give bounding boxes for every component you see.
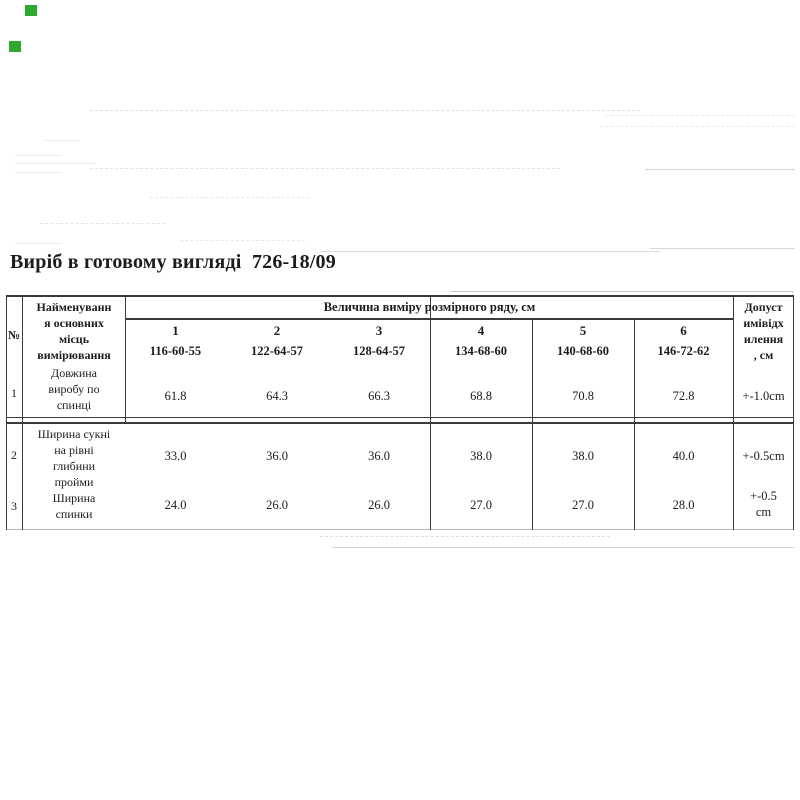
size-number: 5 [579,323,587,338]
size-number: 1 [172,323,179,338]
row-name-line: Довжина [51,366,97,380]
measurement-value: 40.0 [672,449,695,463]
measurement-value: 26.0 [266,498,288,512]
size-code: 146-72-62 [657,344,710,358]
table-border-line [6,529,794,530]
header-line: илення [743,332,784,346]
header-line: , см [753,348,774,362]
measurement-value: 38.0 [572,449,594,463]
measurement-value: 38.0 [470,449,492,463]
ghost-artifact [180,240,305,241]
tolerance-value [734,488,793,520]
header-line: вимірювання [37,348,111,362]
header-line: я основних [44,316,104,330]
row-number: 3 [11,499,17,513]
row-name [23,490,125,522]
row-number: 1 [11,386,17,400]
size-number: 3 [375,323,383,338]
ghost-artifact [90,110,640,111]
table-border-line [793,295,794,530]
tolerance-value: +-1.0cm [742,389,785,403]
row-name-line: пройми [54,475,94,489]
green-square-marker [25,5,37,16]
ghost-artifact [645,169,795,170]
ghost-artifact [320,251,660,252]
measurement-value: 27.0 [572,498,594,512]
tolerance-value: +-0.5cm [742,449,785,463]
size-number: 4 [477,323,485,338]
ghost-artifact [45,140,80,141]
measurement-value: 36.0 [266,449,288,463]
header-line: місць [58,332,90,346]
measurement-value: 26.0 [368,498,390,512]
measurement-value: 64.3 [266,389,288,403]
column-header-number: № [7,328,21,342]
ghost-artifact [332,547,794,548]
ghost-artifact [90,168,560,169]
size-code: 140-68-60 [556,344,610,358]
measurement-table [6,295,794,531]
ghost-artifact [15,172,60,173]
green-square-marker [9,41,21,52]
measurement-value: 70.8 [572,389,594,403]
ghost-artifact [650,248,795,249]
document-title: Виріб в готовому вигляді 726-18/09 [10,251,336,273]
column-header-sizes-span: Величина виміру розмірного ряду, см [323,300,536,314]
column-header-name [23,299,125,363]
row-name-line: Ширина сукні [37,427,111,441]
measurement-value: 24.0 [164,498,187,512]
size-number: 6 [680,323,687,338]
row-name-line: спинки [55,507,93,521]
size-code: 122-64-57 [250,344,304,358]
ghost-artifact [15,243,60,244]
size-code: 134-68-60 [454,344,508,358]
ghost-artifact [15,155,60,156]
measurement-value: 68.8 [470,389,492,403]
row-name-line: Ширина [52,491,96,505]
measurement-value: 36.0 [368,449,390,463]
ghost-artifact [600,126,795,127]
measurement-value: 27.0 [470,498,492,512]
tolerance-line: cm [755,505,772,519]
row-name [23,426,125,490]
ghost-artifact [450,291,794,292]
ghost-artifact [320,536,610,537]
measurement-value: 61.8 [164,389,187,403]
measurement-value: 33.0 [164,449,187,463]
size-number: 2 [273,323,281,338]
measurement-value: 28.0 [672,498,695,512]
row-name-line: на рівні [54,443,94,457]
size-code: 128-64-57 [352,344,406,358]
measurement-value: 66.3 [368,389,390,403]
ghost-artifact [605,115,795,116]
header-line: имівідх [743,316,784,330]
row-name-line: спинці [56,398,92,412]
tolerance-line: +-0.5 [750,489,777,503]
row-name-line: виробу по [48,382,100,396]
header-line: Найменуванн [36,300,112,314]
row-number: 2 [11,448,17,462]
column-header-tolerance [734,299,793,363]
ghost-artifact [150,197,310,198]
ghost-artifact [40,223,165,224]
row-name-line: глибини [52,459,96,473]
header-line: Допуст [744,300,783,314]
row-name [23,365,125,413]
size-code: 116-60-55 [149,344,202,358]
ghost-artifact [15,163,95,164]
measurement-value: 72.8 [672,389,695,403]
